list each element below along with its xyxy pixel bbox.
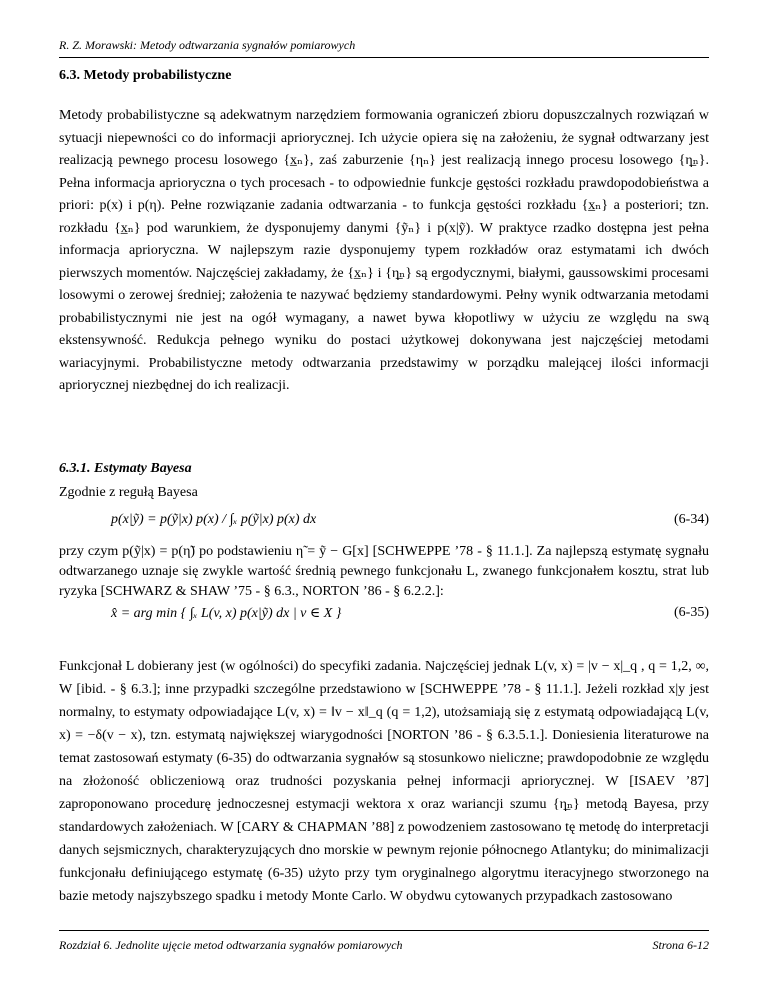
- paragraph-intro: Metody probabilistyczne są adekwatnym narzędziem formowania ograniczeń zbioru dopuszczalnych rozwiązań w sytuacji niepewności co do informacji apriorycznej. Ich użycie opiera się na założeniu, że sygnał odtwarzany jest realizacją pewnego procesu losowego {x̲ₙ}, zaś zaburzenie {ηₙ} jest realizacją innego procesu losowego {η̲ₙ}. Pełna informacja aprioryczna o tych procesach - to odpowiednie funkcje gęstości rozkładu prawdopodobieństwa a priori: p(x) i p(η). Pełne rozwiązanie zadania odtwarzania - to funkcja gęstości rozkładu {x̲ₙ} a posteriori; tzn. rozkładu {x̲ₙ} pod warunkiem, że dysponujemy danymi {ỹₙ} i p(x|ỹ). W praktyce rzadko dostępna jest pełna informacja aprioryczna. W najlepszym razie dysponujemy typem rozkładów oraz estymatami ich dwóch pierwszych momentów. Najczęściej zakładamy, że {x̲ₙ} i {η̲ₙ} są ergodycznymi, białymi, gaussowskimi procesami losowymi o zerowej średniej; założenia te nazywać będziemy standardowymi. Pełny wynik odtwarzania metodami probabilistycznymi nie jest na ogół wymagany, a nawet bywa kłopotliwy w użyciu ze względu na swą ekstensywność. Redukcja pełnego wyniku do postaci użytkowej dokonywana jest najczęściej metodami wariacyjnymi. Probabilistyczne metody odtwarzania przedstawimy w porządku malejącej ilości informacji apriorycznej niezbędnej do ich realizacji.: [59, 108, 709, 393]
- paragraph-functional: Funkcjonał L dobierany jest (w ogólności) do specyfiki zadania. Najczęściej jednak L(v, x) = |v − x|_q , q = 1,2, ∞, W [ibid. - § 6.3.]; inne przypadki szczególne przedstawiono w [SCHWEPPE ’78 - § 11.1.]. Jeżeli rozkład x|y jest normalny, to estymaty odpowiadające L(v, x) = ‖v − x‖_q (q = 1,2), utożsamiają się z estymatą odpowiadającą L(v, x) = −δ(v − x), tzn. estymatą największej wiarygodności [NORTON ’86 - § 6.3.5.1.]. Doniesienia literaturowe na temat zastosowań estymaty (6-35) do odtwarzania sygnałów są stosunkowo nieliczne; prawdopodobnie ze względu na złożoność obliczeniową oraz trudności pozyskania pełnej informacji apriorycznej. W [ISAEV ’87] zaproponowano procedurę jednoczesnej estymacji wektora x oraz wariancji szumu {η̲ₙ} metodą Bayesa, przy standardowych założeniach. W [CARY & CHAPMAN ’88] z powodzeniem zastosowano tę metodę do interpretacji danych sejsmicznych, charakteryzujących dno morskie w pewnym rejonie północnego Atlantyku; do minimalizacji funkcjonału definiującego estymatę (6-35) użyto przy tym oryginalnego algorytmu iteracyjnego stworzonego na bazie metody najszybszego spadku i metody Monte Carlo. W obydwu cytowanych przypadkach zastosowano: [59, 659, 709, 904]
- paragraph-estimate: przy czym p(ỹ|x) = p(η̃) po podstawieniu η̃ = ỹ − G[x] [SCHWEPPE ’78 - § 11.1.]. Za najlepszą estymatę sygnału odtwarzanego uznaje się zwykle wartość średnią pewnego funkcjonału L, zwanego funkcjonałem kosztu, strat lub ryzyka [SCHWARZ & SHAW ’75 - § 6.3., NORTON ’86 - § 6.2.2.]:: [59, 544, 709, 599]
- footer-chapter: Rozdział 6. Jednolite ujęcie metod odtwarzania sygnałów pomiarowych: [59, 938, 403, 952]
- equation-body: p(x|ỹ) = p(ỹ|x) p(x) / ∫ₓ p(ỹ|x) p(x) dx: [111, 512, 317, 527]
- section-title: 6.3. Metody probabilistyczne: [59, 68, 232, 83]
- running-header: R. Z. Morawski: Metody odtwarzania sygnałów pomiarowych: [59, 38, 356, 52]
- header-rule: [59, 57, 709, 58]
- footer-rule: [59, 930, 709, 931]
- equation-number: (6-35): [674, 605, 709, 620]
- equation-body: x̂ = arg min { ∫ₓ L(v, x) p(x|ỹ) dx | v ∈ X }: [111, 606, 342, 621]
- paragraph-bayes-rule: Zgodnie z regułą Bayesa: [59, 485, 198, 500]
- footer-page-number: Strona 6-12: [652, 938, 709, 952]
- running-footer: [59, 938, 709, 953]
- subsection-title: 6.3.1. Estymaty Bayesa: [59, 461, 192, 476]
- equation-number: (6-34): [674, 512, 709, 527]
